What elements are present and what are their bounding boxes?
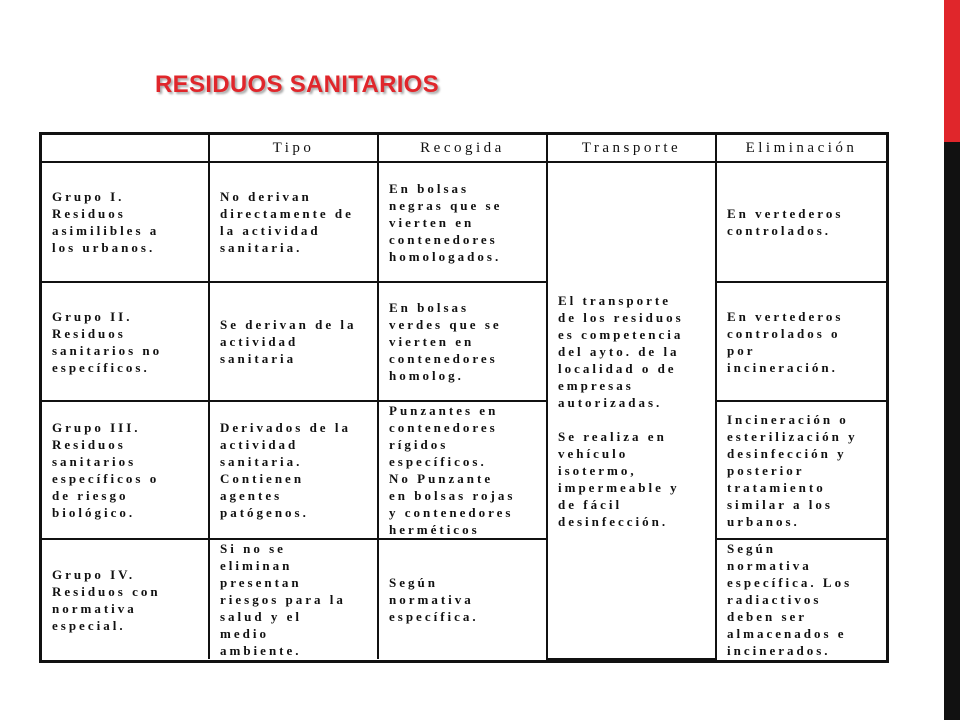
- header-empty: [42, 135, 209, 162]
- table-row: [42, 539, 886, 659]
- group-cell: Grupo III. Residuos sanitarios específicos o de riesgo biológico.: [42, 401, 209, 539]
- recogida-cell: Punzantes en contenedores rígidos específicos. No Punzante en bolsas rojas y contenedores herméticos: [378, 401, 547, 539]
- tipo-cell: Se derivan de la actividad sanitaria: [209, 282, 378, 401]
- table-row: [42, 401, 886, 539]
- header-recogida: Recogida: [378, 135, 547, 162]
- eliminacion-cell: En vertederos controlados.: [716, 162, 886, 282]
- waste-table-frame: [39, 132, 889, 663]
- tipo-cell: Si no se eliminan presentan riesgos para la salud y el medio ambiente.: [209, 539, 378, 659]
- tipo-cell: Derivados de la actividad sanitaria. Contienen agentes patógenos.: [209, 401, 378, 539]
- recogida-cell: En bolsas negras que se vierten en contenedores homologados.: [378, 162, 547, 282]
- eliminacion-cell: Incineración o esterilización y desinfección y posterior tratamiento similar a los urbanos.: [716, 401, 886, 539]
- transporte-cell: El transporte de los residuos es competencia del ayto. de la localidad o de empresas autorizadas. Se realiza en vehículo isotermo, impermeable y de fácil desinfección.: [547, 162, 716, 659]
- header-transporte: Transporte: [547, 135, 716, 162]
- group-cell: Grupo IV. Residuos con normativa especial.: [42, 539, 209, 659]
- eliminacion-cell: En vertederos controlados o por incineración.: [716, 282, 886, 401]
- sidebar-accent: [944, 0, 960, 142]
- recogida-cell: Según normativa específica.: [378, 539, 547, 659]
- table-row: [42, 282, 886, 401]
- recogida-cell: En bolsas verdes que se vierten en contenedores homolog.: [378, 282, 547, 401]
- header-row: [42, 135, 886, 162]
- header-tipo: Tipo: [209, 135, 378, 162]
- waste-table: [42, 135, 886, 660]
- table-row: [42, 162, 886, 282]
- group-cell: Grupo I. Residuos asimilibles a los urbanos.: [42, 162, 209, 282]
- eliminacion-cell: Según normativa específica. Los radiactivos deben ser almacenados e incinerados.: [716, 539, 886, 659]
- tipo-cell: No derivan directamente de la actividad sanitaria.: [209, 162, 378, 282]
- group-cell: Grupo II. Residuos sanitarios no específicos.: [42, 282, 209, 401]
- header-eliminacion: Eliminación: [716, 135, 886, 162]
- page-title: RESIDUOS SANITARIOS: [155, 71, 439, 98]
